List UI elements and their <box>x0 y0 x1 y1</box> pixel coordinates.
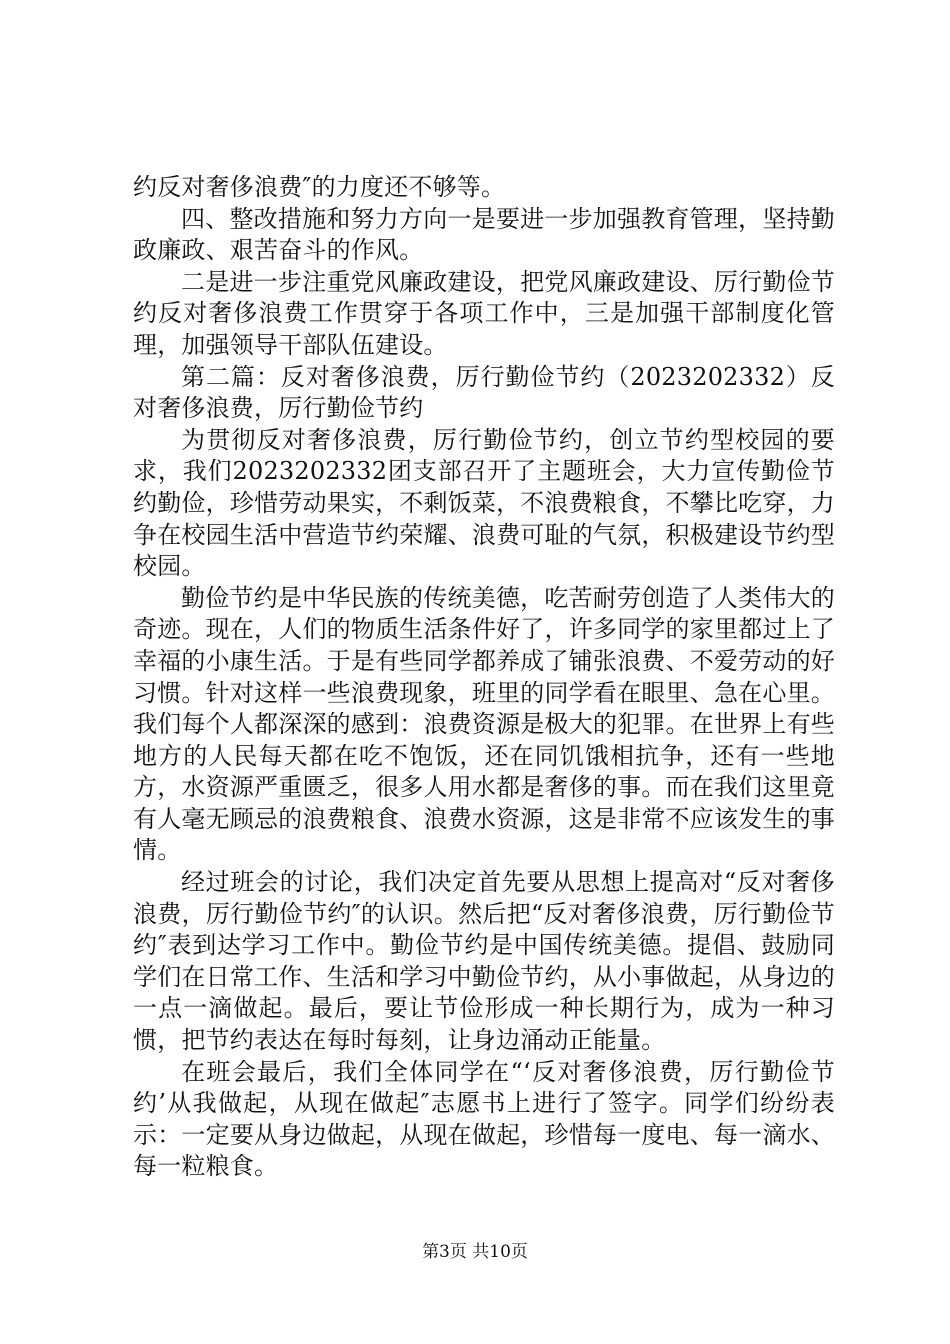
paragraph-8: 在班会最后，我们全体同学在“‘反对奢侈浪费，厉行勤俭节约’从我做起，从现在做起″志愿书上进行了签字。同学们纷纷表示：一定要从身边做起，从现在做起，珍惜每一度电、每一滴水、每一粒粮食。 <box>133 1057 835 1181</box>
page-number-footer: 第3页 共10页 <box>422 1242 528 1262</box>
paragraph-3: 二是进一步注重党风廉政建设，把党风廉政建设、厉行勤俭节约反对奢侈浪费工作贯穿于各项工作中，三是加强干部制度化管理，加强领导干部队伍建设。 <box>133 267 835 359</box>
document-body <box>133 172 835 1183</box>
section-heading-paragraph: 第二篇：反对奢侈浪费，厉行勤俭节约（2023202332）反对奢侈浪费，厉行勤俭节约 <box>133 362 835 423</box>
paragraph-5: 为贯彻反对奢侈浪费，厉行勤俭节约，创立节约型校园的要求，我们2023202332团支部召开了主题班会，大力宣传勤俭节约勤俭，珍惜劳动果实，不剩饭菜，不浪费粮食，不攀比吃穿，力争在校园生活中营造节约荣耀、浪费可耻的气氛，积极建设节约型校园。 <box>133 425 835 581</box>
paragraph-7: 经过班会的讨论，我们决定首先要从思想上提高对“反对奢侈浪费，厉行勤俭节约″的认识。然后把“反对奢侈浪费，厉行勤俭节约″表到达学习工作中。勤俭节约是中国传统美德。提倡、鼓励同学们在日常工作、生活和学习中勤俭节约，从小事做起，从身边的一点一滴做起。最后，要让节俭形成一种长期行为，成为一种习惯，把节约表达在每时每刻，让身边涌动正能量。 <box>133 868 835 1055</box>
paragraph-1: 约反对奢侈浪费″的力度还不够等。 <box>133 173 506 201</box>
paragraph-6: 勤俭节约是中华民族的传统美德，吃苦耐劳创造了人类伟大的奇迹。现在，人们的物质生活条件好了，许多同学的家里都过上了幸福的小康生活。于是有些同学都养成了铺张浪费、不爱劳动的好习惯。针对这样一些浪费现象，班里的同学看在眼里、急在心里。我们每个人都深深的感到：浪费资源是极大的犯罪。在世界上有些地方的人民每天都在吃不饱饭，还在同饥饿相抗争，还有一些地方，水资源严重匮乏，很多人用水都是奢侈的事。而在我们这里竟有人毫无顾忌的浪费粮食、浪费水资源，这是非常不应该发生的事情。 <box>133 583 835 865</box>
paragraph-2: 四、整改措施和努力方向一是要进一步加强教育管理，坚持勤政廉政、艰苦奋斗的作风。 <box>133 204 835 265</box>
